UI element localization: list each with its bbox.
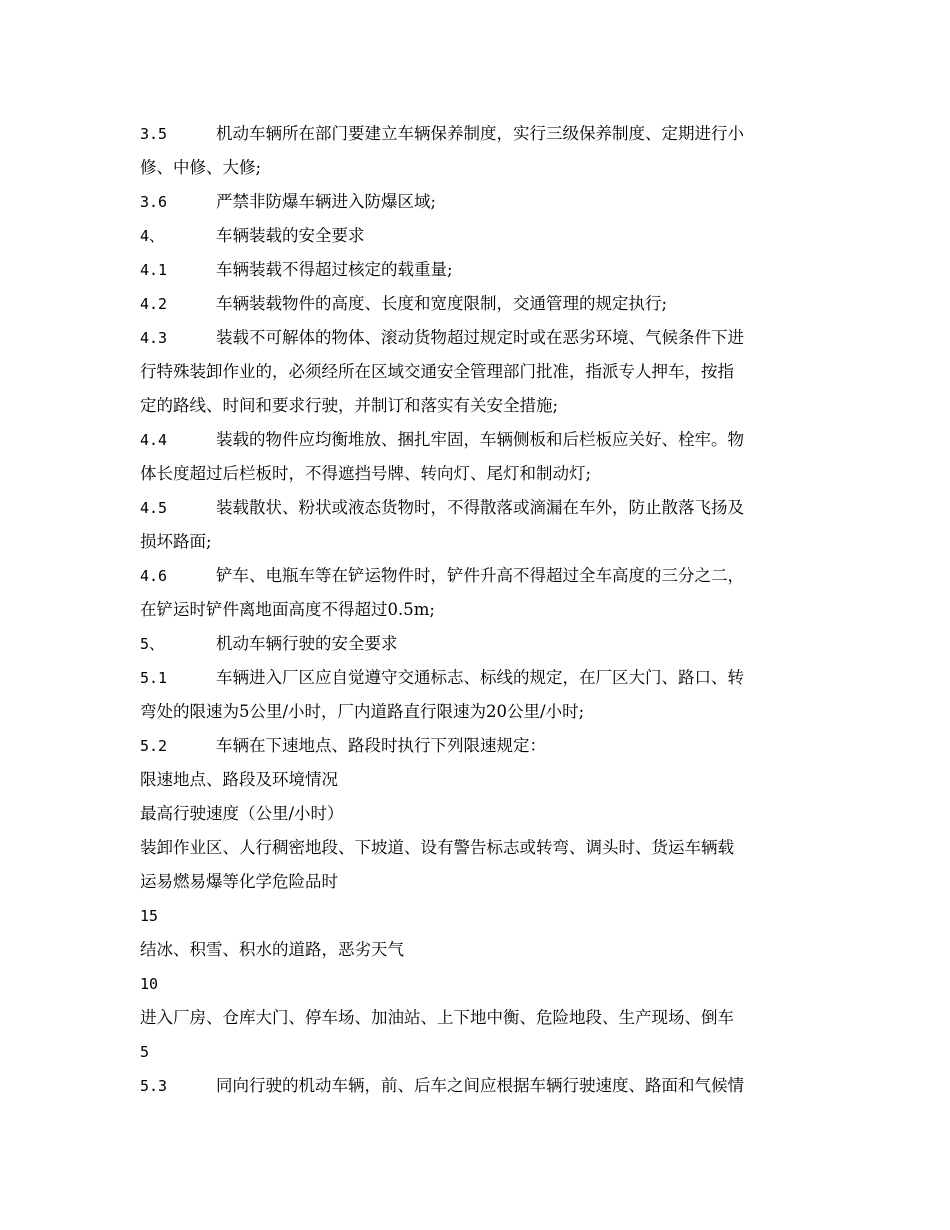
clause-number: 5.3 <box>140 1077 168 1095</box>
clause-text: 严禁非防爆车辆进入防爆区域; <box>216 192 437 211</box>
paragraph-line <box>140 695 816 729</box>
paragraph-line <box>140 423 816 457</box>
speed-table-limit: 15 <box>140 907 159 925</box>
paragraph-line <box>140 355 816 389</box>
speed-table-limit-header: 最高行驶速度（公里/小时） <box>140 804 344 823</box>
clause-text: 定的路线、时间和要求行驶，并制订和落实有关安全措施; <box>140 396 559 415</box>
clause-number: 4.6 <box>140 567 168 585</box>
section-heading <box>140 219 816 253</box>
clause-text: 装载散状、粉状或液态货物时，不得散落或滴漏在车外，防止散落飞扬及 <box>216 498 744 517</box>
clause-text: 装载的物件应均衡堆放、捆扎牢固，车辆侧板和后栏板应关好、栓牢。物 <box>216 430 744 449</box>
clause-text: 车辆在下速地点、路段时执行下列限速规定： <box>216 736 546 755</box>
speed-table-limit: 5 <box>140 1043 150 1061</box>
section-title: 机动车辆行驶的安全要求 <box>216 634 398 653</box>
section-title: 车辆装载的安全要求 <box>216 226 365 245</box>
paragraph-line <box>140 491 816 525</box>
clause-text: 行特殊装卸作业的，必须经所在区域交通安全管理部门批准，指派专人押车，按指 <box>140 362 734 381</box>
paragraph-line <box>140 1069 816 1103</box>
paragraph-line <box>140 661 816 695</box>
clause-text: 损坏路面; <box>140 532 212 551</box>
paragraph-line <box>140 287 816 321</box>
speed-table-header <box>140 797 816 831</box>
clause-number: 5.1 <box>140 669 168 687</box>
speed-table-location-header: 限速地点、路段及环境情况 <box>140 770 338 789</box>
speed-table-row <box>140 1001 816 1035</box>
paragraph-line <box>140 117 816 151</box>
clause-text: 铲车、电瓶车等在铲运物件时，铲件升高不得超过全车高度的三分之二， <box>216 566 744 585</box>
speed-table-row <box>140 933 816 967</box>
speed-table-location: 进入厂房、仓库大门、停车场、加油站、上下地中衡、危险地段、生产现场、倒车 <box>140 1008 734 1027</box>
clause-text: 机动车辆所在部门要建立车辆保养制度，实行三级保养制度、定期进行小 <box>216 124 744 143</box>
clause-text: 车辆进入厂区应自觉遵守交通标志、标线的规定，在厂区大门、路口、转 <box>216 668 744 687</box>
clause-number: 4.3 <box>140 329 168 347</box>
clause-text: 修、中修、大修; <box>140 158 262 177</box>
clause-text: 装载不可解体的物体、滚动货物超过规定时或在恶劣环境、气候条件下进 <box>216 328 744 347</box>
clause-number: 4.4 <box>140 431 168 449</box>
paragraph-line <box>140 321 816 355</box>
speed-table-location: 运易燃易爆等化学危险品时 <box>140 872 338 891</box>
speed-table-header <box>140 763 816 797</box>
paragraph-line <box>140 185 816 219</box>
paragraph-line <box>140 389 816 423</box>
paragraph-line <box>140 525 816 559</box>
speed-table-row <box>140 967 816 1001</box>
speed-table-row <box>140 865 816 899</box>
section-number: 5、 <box>140 635 165 653</box>
paragraph-line <box>140 253 816 287</box>
speed-table-limit: 10 <box>140 975 159 993</box>
section-heading <box>140 627 816 661</box>
clause-text: 弯处的限速为5公里/小时，厂内道路直行限速为20公里/小时; <box>140 702 585 721</box>
paragraph-line <box>140 457 816 491</box>
paragraph-line <box>140 593 816 627</box>
clause-text: 同向行驶的机动车辆，前、后车之间应根据车辆行驶速度、路面和气候情 <box>216 1076 744 1095</box>
clause-text: 车辆装载物件的高度、长度和宽度限制，交通管理的规定执行; <box>216 294 668 313</box>
speed-table-row <box>140 1035 816 1069</box>
speed-table-location: 装卸作业区、人行稠密地段、下坡道、设有警告标志或转弯、调头时、货运车辆载 <box>140 838 734 857</box>
clause-text: 车辆装载不得超过核定的载重量; <box>216 260 453 279</box>
clause-number: 3.5 <box>140 125 168 143</box>
clause-text: 体长度超过后栏板时，不得遮挡号牌、转向灯、尾灯和制动灯; <box>140 464 592 483</box>
clause-number: 3.6 <box>140 193 168 211</box>
clause-number: 5.2 <box>140 737 168 755</box>
clause-number: 4.5 <box>140 499 168 517</box>
clause-text: 在铲运时铲件离地面高度不得超过0.5m; <box>140 600 435 619</box>
speed-table-location: 结冰、积雪、积水的道路，恶劣天气 <box>140 940 404 959</box>
clause-number: 4.1 <box>140 261 168 279</box>
speed-table-row <box>140 899 816 933</box>
paragraph-line <box>140 559 816 593</box>
paragraph-line <box>140 151 816 185</box>
speed-table-row <box>140 831 816 865</box>
section-number: 4、 <box>140 227 165 245</box>
clause-number: 4.2 <box>140 295 168 313</box>
paragraph-line <box>140 729 816 763</box>
document-body <box>140 117 816 1103</box>
